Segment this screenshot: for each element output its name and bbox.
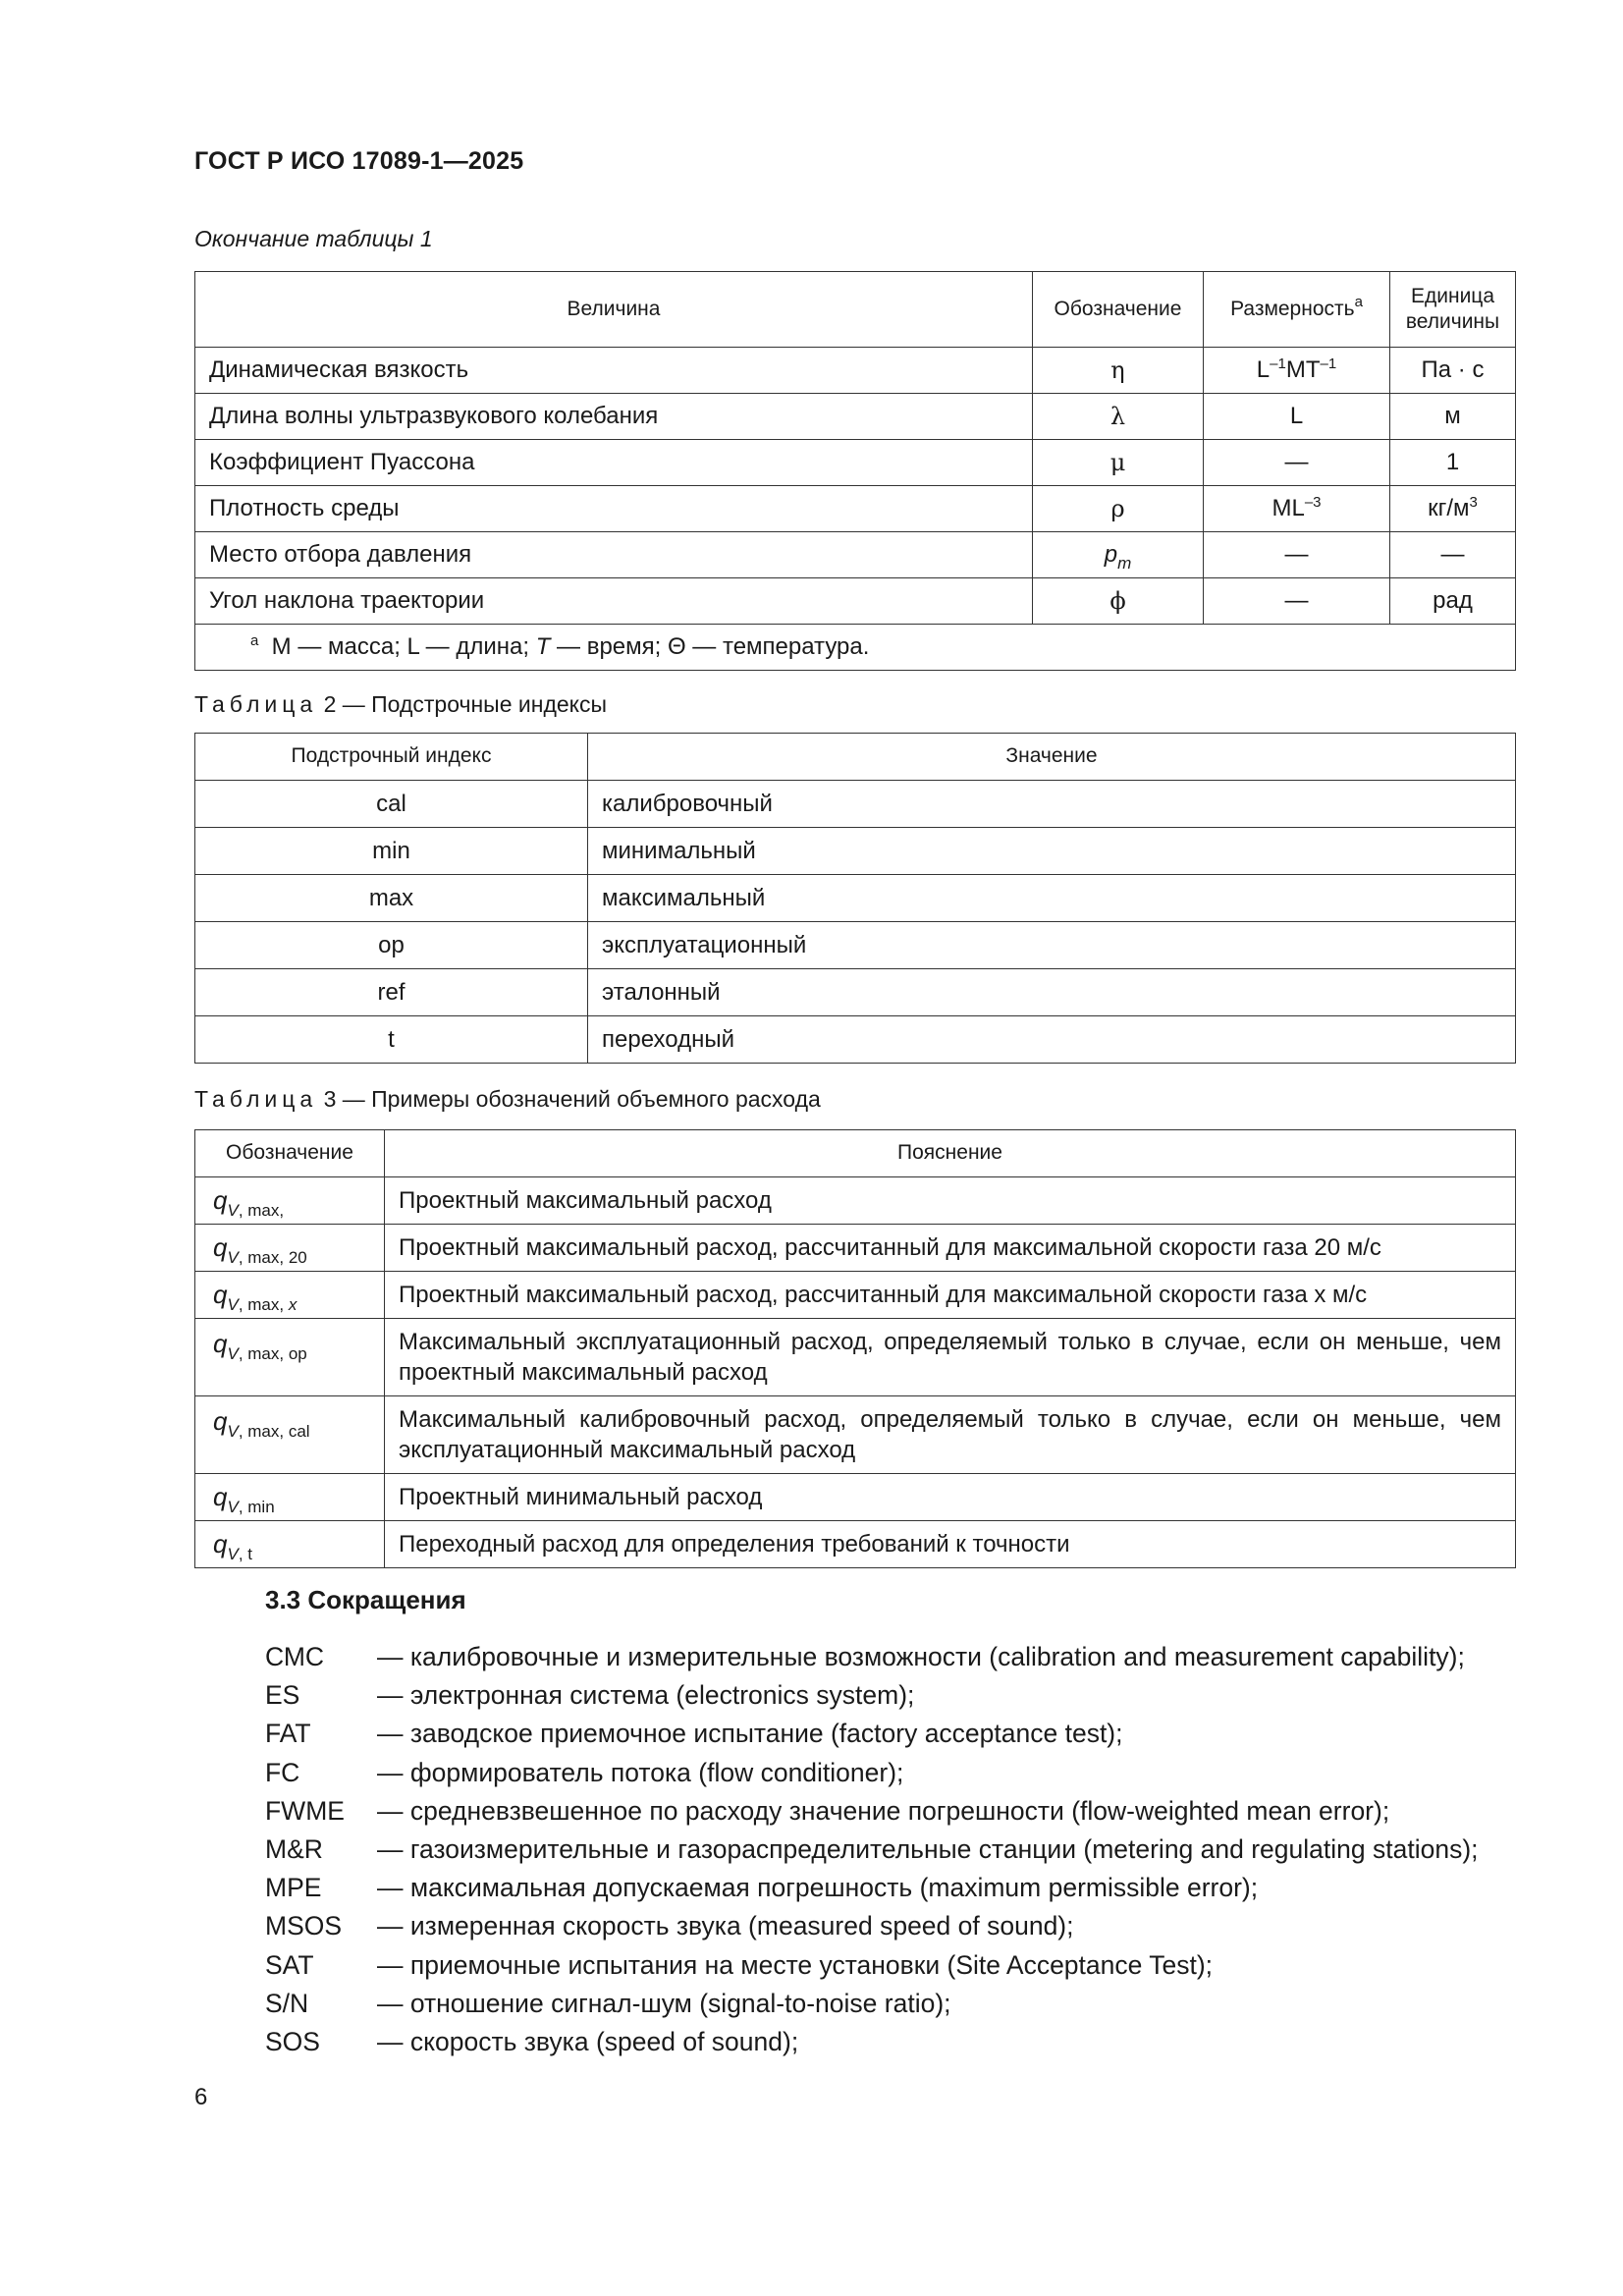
explanation-cell: Проектный максимальный расход, рассчитанный для максимальной скорости газа 20 м/с [385,1225,1516,1272]
index-cell: max [195,875,588,922]
abbreviation-list [265,1638,1532,2061]
table-row [195,875,1516,922]
table2-header-row [195,734,1516,781]
flow-symbol-cell: $q_{V, max, x}$ [195,1272,385,1319]
table1-header-quantity: Величина [195,272,1033,348]
dimension-cell: $ML^{-3}$ [1204,486,1390,532]
symbol-cell: λ [1033,394,1204,440]
abbr-desc: — измеренная скорость звука (measured speed of sound); [377,1911,1074,1941]
table1-footnote-row [195,625,1516,671]
meaning-cell: эталонный [588,969,1516,1016]
abbr-desc: — скорость звука (speed of sound); [377,2027,799,2057]
table-row [195,922,1516,969]
table-row [195,1521,1516,1568]
table-row [195,828,1516,875]
table-row [195,348,1516,394]
table3-header-symbol: Обозначение [195,1130,385,1177]
explanation-cell: Максимальный калибровочный расход, определяемый только в случае, если он меньше, чем эксплуатационный максимальный расход [385,1396,1516,1474]
dimension-cell: — [1204,440,1390,486]
list-item [265,1869,1532,1907]
abbr-code: FAT [265,1719,311,1749]
table3 [194,1129,1516,1568]
flow-symbol-cell: $q_{V, t}$ [195,1521,385,1568]
section-title: 3.3 Сокращения [265,1585,466,1614]
table1-footnote: $^a$ M — масса; L — длина; T — время; Θ — температура. [195,625,1516,671]
abbr-code: СМС [265,1642,325,1671]
flow-symbol-cell: $q_{V, max,}$ [195,1177,385,1225]
abbr-code: M&R [265,1834,323,1865]
table-row [195,440,1516,486]
abbr-desc: — средневзвешенное по расходу значение погрешности (flow-weighted mean error); [377,1795,1390,1826]
flow-symbol-cell: $q_{V, max, 20}$ [195,1225,385,1272]
document-title: ГОСТ Р ИСО 17089-1—2025 [194,147,524,175]
list-item [265,1907,1532,1945]
unit-cell: м [1390,394,1516,440]
abbr-code: MPE [265,1873,322,1903]
table-row [195,1272,1516,1319]
abbr-code: FWME [265,1795,345,1826]
abbr-code: S/N [265,1988,309,2018]
table-row [195,394,1516,440]
abbr-desc: — отношение сигнал-шум (signal-to-noise ratio); [377,1988,951,2018]
table-row [195,1396,1516,1474]
table2-header-index: Подстрочный индекс [195,734,588,781]
abbr-desc: — формирователь потока (flow conditioner); [377,1757,904,1787]
list-item [265,2023,1532,2061]
quantity-cell: Угол наклона траектории [195,578,1033,625]
table-row [195,578,1516,625]
explanation-cell: Проектный максимальный расход, рассчитанный для максимальной скорости газа х м/с [385,1272,1516,1319]
table-row [195,969,1516,1016]
dimension-cell: — [1204,532,1390,578]
table3-caption: Таблица 3 — Примеры обозначений объемного расхода [194,1086,821,1112]
abbr-code: SOS [265,2027,320,2057]
meaning-cell: максимальный [588,875,1516,922]
quantity-cell: Коэффициент Пуассона [195,440,1033,486]
table-row [195,1474,1516,1521]
list-item [265,1754,1532,1792]
table2 [194,733,1516,1064]
symbol-cell: μ [1033,440,1204,486]
symbol-cell: ϕ [1033,578,1204,625]
table-row [195,1016,1516,1064]
abbr-code: SAT [265,1949,314,1980]
index-cell: ref [195,969,588,1016]
explanation-cell: Переходный расход для определения требований к точности [385,1521,1516,1568]
page-number: 6 [194,2084,208,2110]
table3-header-row [195,1130,1516,1177]
unit-cell: — [1390,532,1516,578]
list-item [265,1985,1532,2023]
dimension-cell: — [1204,578,1390,625]
abbr-desc: — электронная система (electronics system); [377,1680,915,1711]
symbol-cell: ρ [1033,486,1204,532]
explanation-cell: Проектный минимальный расход [385,1474,1516,1521]
flow-symbol-cell: $q_{V, max, cal}$ [195,1396,385,1474]
table1-header-symbol: Обозначение [1033,272,1204,348]
abbr-code: FC [265,1757,300,1787]
meaning-cell: эксплуатационный [588,922,1516,969]
list-item [265,1792,1532,1831]
quantity-cell: Динамическая вязкость [195,348,1033,394]
dimension-cell: $L^{-1}MT^{-1}$ [1204,348,1390,394]
symbol-cell: η [1033,348,1204,394]
table1-caption: Окончание таблицы 1 [194,226,433,251]
quantity-cell: Плотность среды [195,486,1033,532]
table2-caption: Таблица 2 — Подстрочные индексы [194,691,608,717]
explanation-cell: Максимальный эксплуатационный расход, определяемый только в случае, если он меньше, чем проектный максимальный расход [385,1319,1516,1396]
abbr-desc: — приемочные испытания на месте установки (Site Acceptance Test); [377,1949,1214,1980]
abbr-code: MSOS [265,1911,343,1941]
list-item [265,1638,1532,1676]
index-cell: t [195,1016,588,1064]
abbr-code: ES [265,1680,300,1711]
table-row [195,532,1516,578]
table-row [195,1225,1516,1272]
list-item [265,1715,1532,1753]
flow-symbol-cell: $q_{V, min}$ [195,1474,385,1521]
meaning-cell: переходный [588,1016,1516,1064]
abbr-desc: — газоизмерительные и газораспределительные станции (metering and regulating stations); [377,1834,1479,1865]
table-row [195,1319,1516,1396]
unit-cell: $кг/м^3$ [1390,486,1516,532]
unit-cell: рад [1390,578,1516,625]
table3-header-explanation: Пояснение [385,1130,1516,1177]
table-row [195,486,1516,532]
index-cell: cal [195,781,588,828]
abbr-desc: — заводское приемочное испытание (factory acceptance test); [377,1719,1123,1749]
quantity-cell: Место отбора давления [195,532,1033,578]
explanation-cell: Проектный максимальный расход [385,1177,1516,1225]
unit-cell: 1 [1390,440,1516,486]
table1-header-unit: Единица величины [1390,272,1516,348]
flow-symbol-cell: $q_{V, max, op}$ [195,1319,385,1396]
table1 [194,271,1516,671]
unit-cell: Па · с [1390,348,1516,394]
index-cell: min [195,828,588,875]
list-item [265,1676,1532,1715]
list-item [265,1831,1532,1869]
meaning-cell: калибровочный [588,781,1516,828]
abbr-desc: — максимальная допускаемая погрешность (maximum permissible error); [377,1873,1259,1903]
table1-header-row [195,272,1516,348]
symbol-cell: $p_m$ [1033,532,1204,578]
table2-header-meaning: Значение [588,734,1516,781]
abbr-desc: — калибровочные и измерительные возможности (calibration and measurement capability); [377,1642,1465,1671]
meaning-cell: минимальный [588,828,1516,875]
table1-header-dimension: Размерность$^a$ [1204,272,1390,348]
table-row [195,1177,1516,1225]
quantity-cell: Длина волны ультразвукового колебания [195,394,1033,440]
table-row [195,781,1516,828]
index-cell: op [195,922,588,969]
dimension-cell: L [1204,394,1390,440]
list-item [265,1946,1532,1985]
